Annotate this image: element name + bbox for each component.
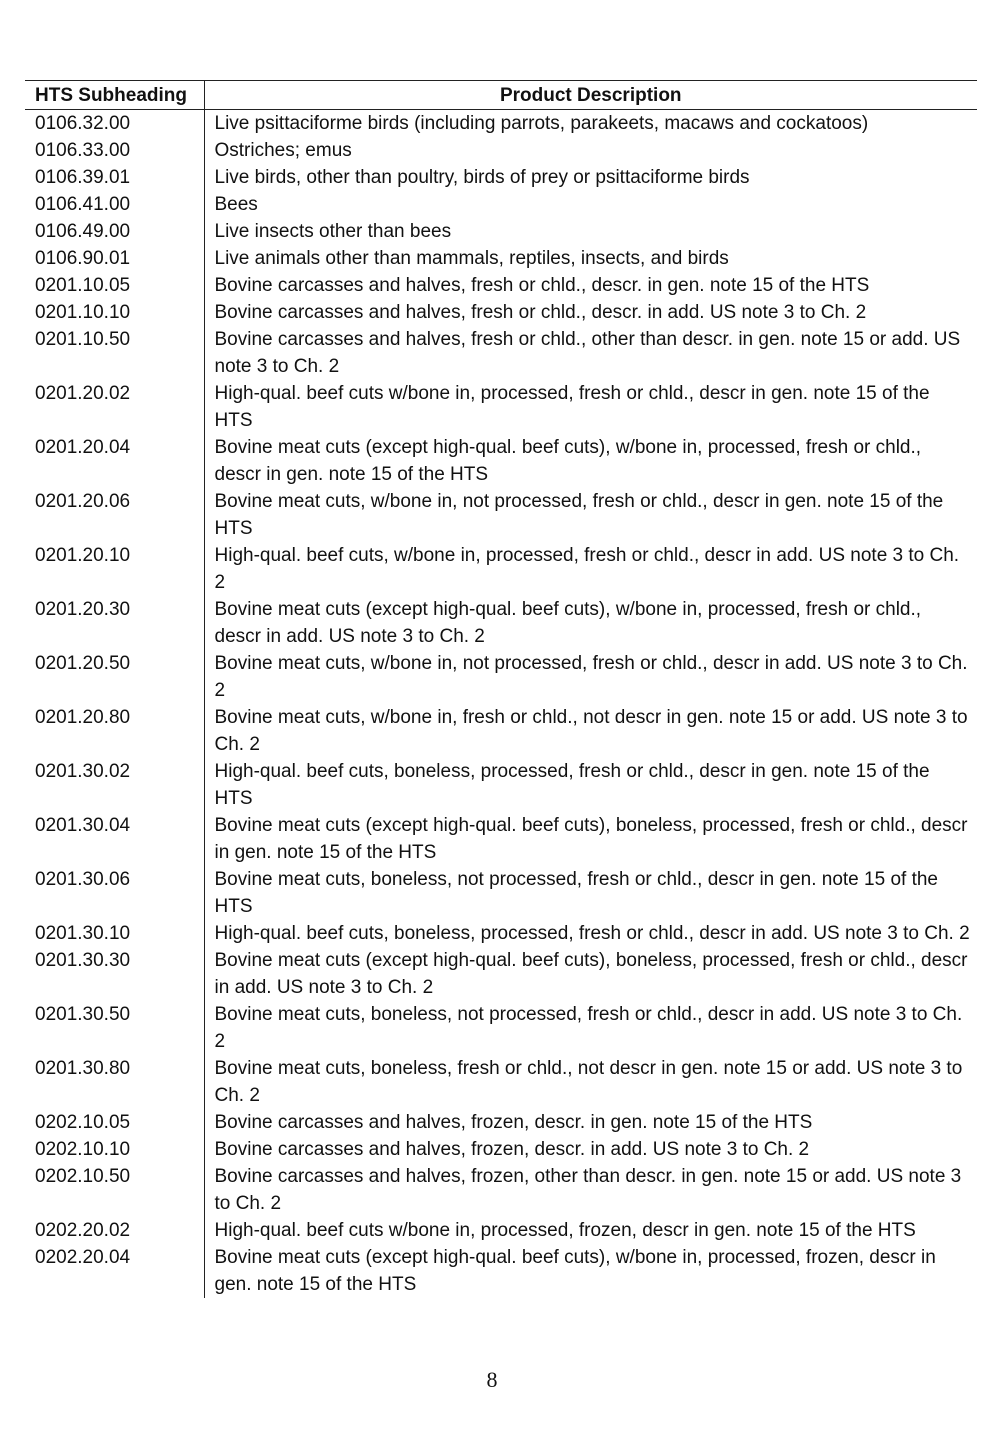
hts-code-cell: 0201.10.10 (25, 299, 204, 326)
table-row (25, 758, 977, 812)
product-description-cell: High-qual. beef cuts, boneless, processed, fresh or chld., descr in add. US note 3 to Ch. 2 (214, 923, 970, 944)
table-row (25, 1244, 977, 1298)
product-description-cell: Bovine meat cuts, w/bone in, fresh or chld., not descr in gen. note 15 or add. US note 3 to Ch. 2 (214, 707, 968, 755)
hts-code-cell: 0106.41.00 (25, 191, 204, 218)
hts-code-cell: 0201.30.02 (25, 758, 204, 812)
hts-code-cell: 0201.30.80 (25, 1055, 204, 1109)
hts-code-cell: 0201.20.04 (25, 434, 204, 488)
table-row (25, 218, 977, 245)
hts-code-cell: 0201.30.06 (25, 866, 204, 920)
product-description-cell: Ostriches; emus (214, 140, 352, 161)
hts-code-cell: 0202.10.05 (25, 1109, 204, 1136)
product-description-cell: Live insects other than bees (214, 221, 452, 242)
table-row (25, 245, 977, 272)
product-description-cell: Bovine meat cuts, w/bone in, not processed, fresh or chld., descr in gen. note 15 of the HTS (214, 491, 944, 539)
hts-code-cell: 0201.10.05 (25, 272, 204, 299)
product-description-cell: Bovine meat cuts (except high-qual. beef cuts), w/bone in, processed, fresh or chld., descr in add. US note 3 to Ch. 2 (214, 599, 922, 647)
table-row (25, 650, 977, 704)
table-row (25, 1001, 977, 1055)
hts-code-cell: 0201.20.02 (25, 380, 204, 434)
product-description-cell: Bovine carcasses and halves, frozen, other than descr. in gen. note 15 or add. US note 3 to Ch. 2 (214, 1166, 962, 1214)
product-description-cell: High-qual. beef cuts, boneless, processed, fresh or chld., descr in gen. note 15 of the HTS (214, 761, 930, 809)
table-row (25, 812, 977, 866)
page-number: 8 (486, 1367, 498, 1392)
product-description-cell: Bovine carcasses and halves, fresh or chld., descr. in gen. note 15 of the HTS (214, 275, 870, 296)
product-description-cell: Live psittaciforme birds (including parrots, parakeets, macaws and cockatoos) (214, 113, 869, 134)
hts-code-cell: 0202.20.02 (25, 1217, 204, 1244)
hts-code-cell: 0202.10.50 (25, 1163, 204, 1217)
product-description-cell: Bovine meat cuts, boneless, not processed, fresh or chld., descr in add. US note 3 to Ch. 2 (214, 1004, 963, 1052)
product-description-cell: Bovine meat cuts (except high-qual. beef cuts), w/bone in, processed, fresh or chld., descr in gen. note 15 of the HTS (214, 437, 922, 485)
hts-code-cell: 0201.20.10 (25, 542, 204, 596)
table-row (25, 110, 977, 138)
product-description-cell: Bovine meat cuts, boneless, fresh or chld., not descr in gen. note 15 or add. US note 3 to Ch. 2 (214, 1058, 963, 1106)
hts-code-cell: 0201.30.04 (25, 812, 204, 866)
hts-code-cell: 0202.10.10 (25, 1136, 204, 1163)
table-row (25, 1109, 977, 1136)
table-body (25, 110, 977, 1299)
product-description-cell: Bovine meat cuts, w/bone in, not processed, fresh or chld., descr in add. US note 3 to Ch. 2 (214, 653, 968, 701)
hts-code-cell: 0201.30.50 (25, 1001, 204, 1055)
table-row (25, 596, 977, 650)
hts-code-cell: 0202.20.04 (25, 1244, 204, 1298)
table-row (25, 164, 977, 191)
hts-code-cell: 0201.20.80 (25, 704, 204, 758)
table-row (25, 191, 977, 218)
product-description-cell: Bovine meat cuts (except high-qual. beef cuts), boneless, processed, fresh or chld., descr in add. US note 3 to Ch. 2 (214, 950, 968, 998)
table-row (25, 1217, 977, 1244)
table-row (25, 1055, 977, 1109)
product-description-cell: Bovine meat cuts, boneless, not processed, fresh or chld., descr in gen. note 15 of the HTS (214, 869, 938, 917)
table-row (25, 137, 977, 164)
header-row (25, 81, 977, 110)
product-description-cell: High-qual. beef cuts w/bone in, processed, frozen, descr in gen. note 15 of the HTS (214, 1220, 916, 1241)
table-row (25, 272, 977, 299)
product-description-cell: Live animals other than mammals, reptiles, insects, and birds (214, 248, 729, 269)
product-description-cell: Bovine carcasses and halves, fresh or chld., descr. in add. US note 3 to Ch. 2 (214, 302, 867, 323)
hts-code-cell: 0201.30.30 (25, 947, 204, 1001)
hts-code-cell: 0106.49.00 (25, 218, 204, 245)
hts-code-cell: 0106.33.00 (25, 137, 204, 164)
hts-code-cell: 0201.10.50 (25, 326, 204, 380)
product-description-cell: Live birds, other than poultry, birds of prey or psittaciforme birds (214, 167, 750, 188)
hts-code-cell: 0201.30.10 (25, 920, 204, 947)
product-description-cell: High-qual. beef cuts, w/bone in, processed, fresh or chld., descr in add. US note 3 to Ch. 2 (214, 545, 960, 593)
table-row (25, 1163, 977, 1217)
hts-table (25, 80, 977, 1298)
table-row (25, 434, 977, 488)
table-row (25, 920, 977, 947)
table-row (25, 299, 977, 326)
hts-table-container (25, 80, 977, 1298)
table-row (25, 542, 977, 596)
header-hts-subheading: HTS Subheading (25, 81, 204, 110)
product-description-cell: High-qual. beef cuts w/bone in, processed, fresh or chld., descr in gen. note 15 of the HTS (214, 383, 930, 431)
hts-code-cell: 0201.20.50 (25, 650, 204, 704)
table-row (25, 947, 977, 1001)
table-row (25, 704, 977, 758)
table-row (25, 380, 977, 434)
header-product-description: Product Description (204, 81, 977, 110)
hts-code-cell: 0106.39.01 (25, 164, 204, 191)
table-row (25, 866, 977, 920)
hts-code-cell: 0106.32.00 (25, 110, 204, 138)
product-description-cell: Bovine carcasses and halves, frozen, descr. in add. US note 3 to Ch. 2 (214, 1139, 810, 1160)
product-description-cell: Bovine meat cuts (except high-qual. beef cuts), boneless, processed, fresh or chld., descr in gen. note 15 of the HTS (214, 815, 968, 863)
table-row (25, 326, 977, 380)
product-description-cell: Bovine carcasses and halves, fresh or chld., other than descr. in gen. note 15 or add. US note 3 to Ch. 2 (214, 329, 961, 377)
table-row (25, 488, 977, 542)
product-description-cell: Bovine carcasses and halves, frozen, descr. in gen. note 15 of the HTS (214, 1112, 813, 1133)
hts-code-cell: 0201.20.06 (25, 488, 204, 542)
hts-code-cell: 0106.90.01 (25, 245, 204, 272)
table-row (25, 1136, 977, 1163)
table-header (25, 81, 977, 110)
product-description-cell: Bees (214, 194, 258, 215)
hts-code-cell: 0201.20.30 (25, 596, 204, 650)
product-description-cell: Bovine meat cuts (except high-qual. beef cuts), w/bone in, processed, frozen, descr in gen. note 15 of the HTS (214, 1247, 936, 1295)
